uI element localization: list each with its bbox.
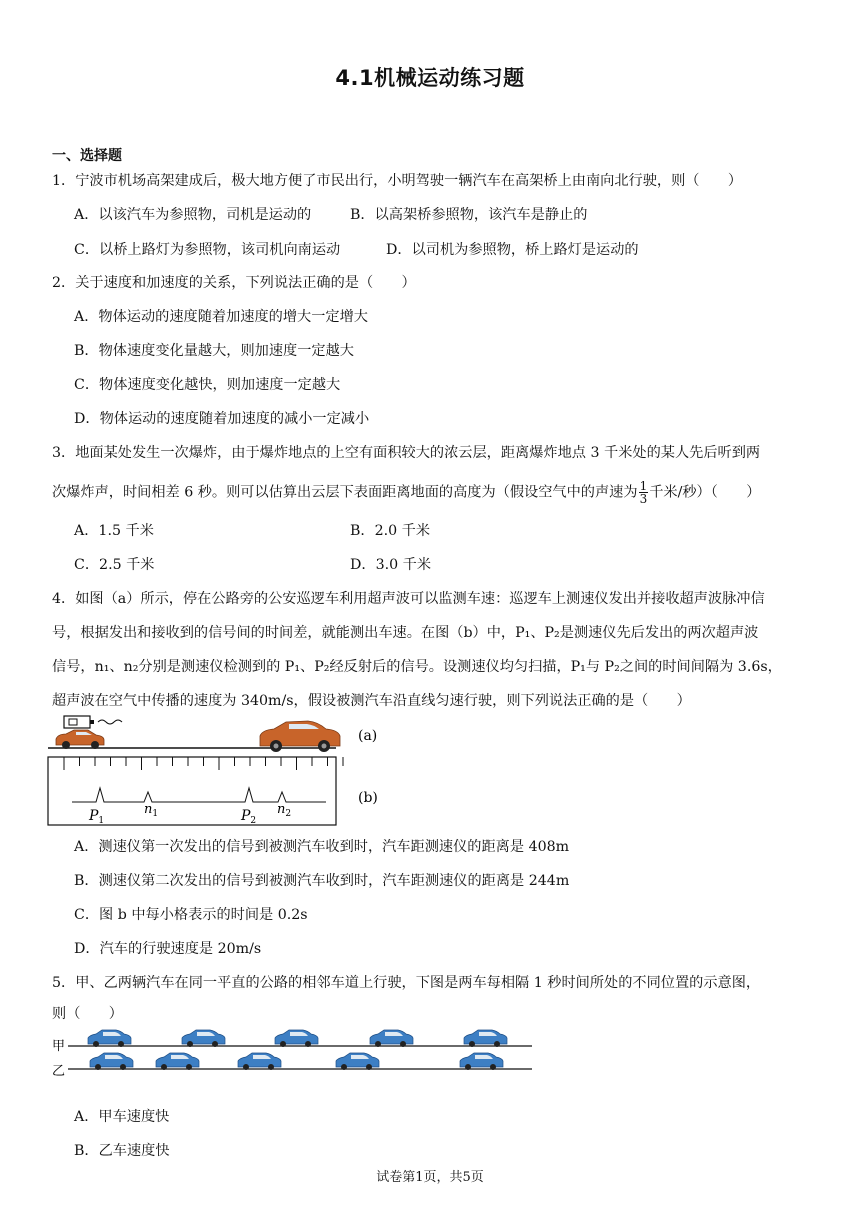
fig-a-label: (a): [358, 728, 378, 744]
q3-option-d: D．3.0 千米: [350, 557, 432, 573]
q5-stem-line1: 5．甲、乙两辆汽车在同一平直的公路的相邻车道上行驶，下图是两车每相隔 1 秒时间所处的不同位置的示意图，: [52, 975, 761, 991]
q2-option-b: B．物体速度变化量越大，则加速度一定越大: [74, 343, 354, 359]
q3-stem-line2-tail: 千米/秒）（ ）: [649, 484, 761, 501]
q4-option-d: D．汽车的行驶速度是 20m/s: [74, 941, 262, 957]
car-icon: [336, 1053, 379, 1070]
page-footer: 试卷第1页，共5页: [376, 1170, 484, 1185]
q3-option-b: B．2.0 千米: [350, 523, 431, 539]
q1-option-c: C．以桥上路灯为参照物，该司机向南运动: [74, 242, 341, 258]
p2-label: $P_2$: [241, 808, 257, 826]
q4-option-c: C．图 b 中每小格表示的时间是 0.2s: [74, 907, 308, 923]
q1-option-d: D．以司机为参照物，桥上路灯是运动的: [386, 242, 639, 258]
car-icon: [90, 1053, 133, 1070]
patrol-car-icon: [56, 730, 104, 749]
scan-ticks: [64, 757, 343, 770]
p1-label: $P_1$: [89, 808, 105, 826]
q3-stem-line1: 3．地面某处发生一次爆炸，由于爆炸地点的上空有面积较大的浓云层，距离爆炸地点 3 千米处的某人先后听到两: [52, 445, 761, 461]
q5-option-b: B．乙车速度快: [74, 1143, 170, 1159]
section-heading: 一、选择题: [52, 148, 122, 164]
q1-option-b: B．以高架桥参照物，该汽车是静止的: [350, 207, 588, 223]
lane-yi-label: 乙: [52, 1064, 66, 1076]
signal-trace: [72, 788, 326, 802]
speed-gun-icon: [64, 716, 122, 728]
car-icon: [275, 1030, 318, 1047]
q3-option-a: A．1.5 千米: [74, 523, 154, 539]
car-icon: [464, 1030, 507, 1047]
q3-fraction-numerator: 1: [639, 479, 648, 493]
q4-option-a: A．测速仪第一次发出的信号到被测汽车收到时，汽车距测速仪的距离是 408m: [74, 839, 570, 855]
q5-option-a: A．甲车速度快: [74, 1109, 170, 1125]
q4-stem-line3: 信号，n₁、n₂分别是测速仪检测到的 P₁、P₂经反射后的信号。设测速仪均匀扫描，P₁与 P₂之间的时间间隔为 3.6s，: [52, 659, 782, 675]
page-title: 4.1机械运动练习题: [335, 66, 525, 90]
car-icon: [460, 1053, 503, 1070]
q2-option-a: A．物体运动的速度随着加速度的增大一定增大: [74, 309, 368, 325]
q2-option-c: C．物体速度变化越快，则加速度一定越大: [74, 377, 341, 393]
q3-fraction-denominator: 3: [639, 492, 648, 506]
q5-figure: [50, 1026, 540, 1076]
n1-label: $n_1$: [144, 802, 159, 819]
q5-stem-line2: 则（ ）: [52, 1006, 123, 1022]
q4-option-b: B．测速仪第二次发出的信号到被测汽车收到时，汽车距测速仪的距离是 244m: [74, 873, 570, 889]
q1-option-a: A．以该汽车为参照物，司机是运动的: [74, 207, 312, 223]
car-icon: [156, 1053, 199, 1070]
fig-b-label: (b): [358, 790, 378, 806]
jia-cars: [88, 1030, 507, 1047]
yi-cars: [90, 1053, 503, 1070]
q1-stem: 1．宁波市机场高架建成后，极大地方便了市民出行，小明驾驶一辆汽车在高架桥上由南向北行驶，则（ ）: [52, 173, 743, 189]
lane-jia-label: 甲: [52, 1039, 66, 1054]
car-icon: [238, 1053, 281, 1070]
q3-option-c: C．2.5 千米: [74, 557, 155, 573]
q4-stem-line2: 号，根据发出和接收到的信号间的时间差，就能测出车速。在图（b）中，P₁、P₂是测速仪先后发出的两次超声波: [52, 625, 759, 641]
q2-stem: 2．关于速度和加速度的关系，下列说法正确的是（ ）: [52, 275, 416, 291]
car-icon: [182, 1030, 225, 1047]
q3-stem-line2: [52, 480, 760, 505]
q3-fraction: [639, 480, 649, 505]
q4-figure: [46, 712, 396, 827]
q4-stem-line4: 超声波在空气中传播的速度为 340m/s，假设被测汽车沿直线匀速行驶，则下列说法正确的是（ ）: [52, 693, 691, 709]
q4-stem-line1: 4．如图（a）所示，停在公路旁的公安巡逻车利用超声波可以监测车速：巡逻车上测速仪发出并接收超声波脉冲信: [52, 591, 765, 607]
q3-stem-line2-text: 次爆炸声，时间相差 6 秒。则可以估算出云层下表面距离地面的高度为（假设空气中的声速为: [52, 484, 638, 501]
n2-label: $n_2$: [277, 802, 292, 819]
q2-option-d: D．物体运动的速度随着加速度的减小一定减小: [74, 411, 370, 427]
car-icon: [88, 1030, 131, 1047]
car-icon: [370, 1030, 413, 1047]
